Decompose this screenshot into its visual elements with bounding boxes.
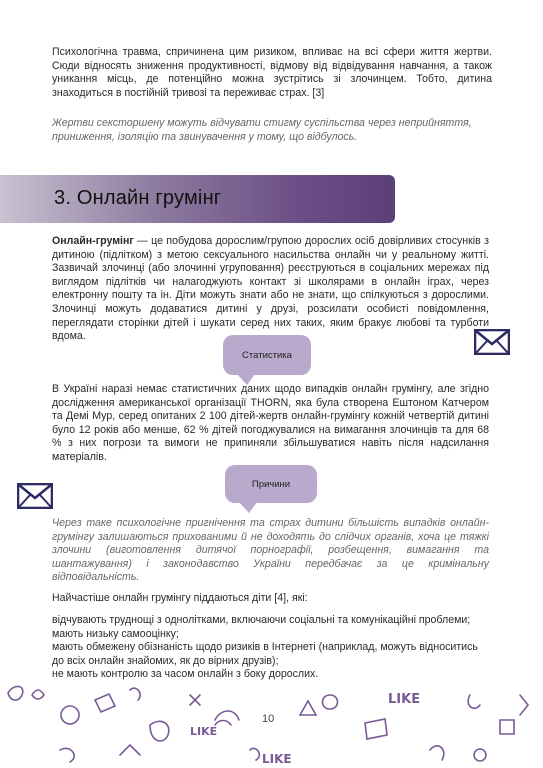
envelope-icon: [17, 483, 53, 509]
definition-term: Онлайн-грумінг: [52, 235, 134, 247]
risk-intro: Найчастіше онлайн грумінгу піддаються діти [4], які:: [52, 592, 308, 604]
doodle-like-text: LIKE: [190, 725, 218, 738]
risk-list: [52, 614, 492, 682]
reasons-label: Причини: [251, 478, 291, 490]
section-title: 3. Онлайн грумінг: [54, 187, 222, 209]
list-item: відчувають труднощі з однолітками, включаючи соціальні та комунікаційні проблеми;: [52, 614, 471, 626]
doodle-like-text: LIKE: [388, 692, 421, 707]
intro-italic-note: Жертви сексторшену можуть відчувати стигму суспільства через неприйняття, приниження, ізоляцію та звинувачення у тому, що відбулось.: [52, 117, 472, 143]
statistics-bubble: [223, 335, 311, 375]
list-item: мають обмежену обізнаність щодо ризиків в Інтернеті (наприклад, можуть відноситись до всіх онлайн знайомих, як до вірних друзів);: [52, 641, 478, 667]
doodle-like-text: LIKE: [262, 752, 292, 766]
definition-paragraph: [52, 235, 489, 344]
list-item: не мають контролю за часом онлайн з боку дорослих.: [52, 668, 319, 681]
statistics-paragraph: В Україні наразі немає статистичних даних щодо випадків онлайн грумінгу, але згідно дослідження американської організації THORN, яка була створена Ештоном Катчером та Демі Мур, серед опитаних 2 100 дітей-жертв онлайн-грумінгу кожній четвертій дитині було 12 років або менше, 62 % дітей погоджувалися на вимагання злочинців та для 68 % з них погрози та вимоги не припиняли збільшуватися навіть після надсилання матеріалів.: [52, 383, 489, 463]
intro-paragraph: Психологічна травма, спричинена цим ризиком, впливає на всі сфери життя жертви. Сюди відносять зниження продуктивності, відмову від відвідування навчання, а також уникання місць, де потенційно можна зустрітись зі злочинцем. Тобто, дитина знаходиться в постійній тривозі та переживає страх. [3]: [52, 46, 492, 99]
page-number: 10: [262, 713, 275, 725]
statistics-label: Статистика: [242, 349, 292, 361]
reasons-italic-paragraph: Через таке психологічне пригнічення та страх дитини більшість випадків онлайн-грумінгу залишаються прихованими й не доходять до слідчих органів, хоча це тяжкі злочини (виготовлення дитячої порнографії, розбещення, вимагання та шантажування) і законодавство України передбачає за це кримінальну відповідальність.: [52, 517, 489, 584]
reasons-bubble: [225, 465, 317, 503]
list-item: мають низьку самооцінку;: [52, 627, 179, 640]
envelope-icon: [474, 329, 510, 355]
definition-text: — це побудова дорослим/групою дорослих осіб довірливих стосунків з дитиною (підлітком) з метою сексуального насильства онлайн чи у реальному житті. Зазвичай злочинці (або злочинні угруповання) реєструються в соціальних мережах під виглядом підлітків чи налагоджують контакт зі школярами в онлайн іграх, через електронну пошту та ін. Діти можуть знати або не знати, що спілкуються з дорослими. Злочинці можуть додаватися дитині у друзі, розсилати особисті повідомлення, переглядати сторінки дітей і шукати серед них таких, яким бракує любові та турботи вдома.: [52, 235, 489, 343]
